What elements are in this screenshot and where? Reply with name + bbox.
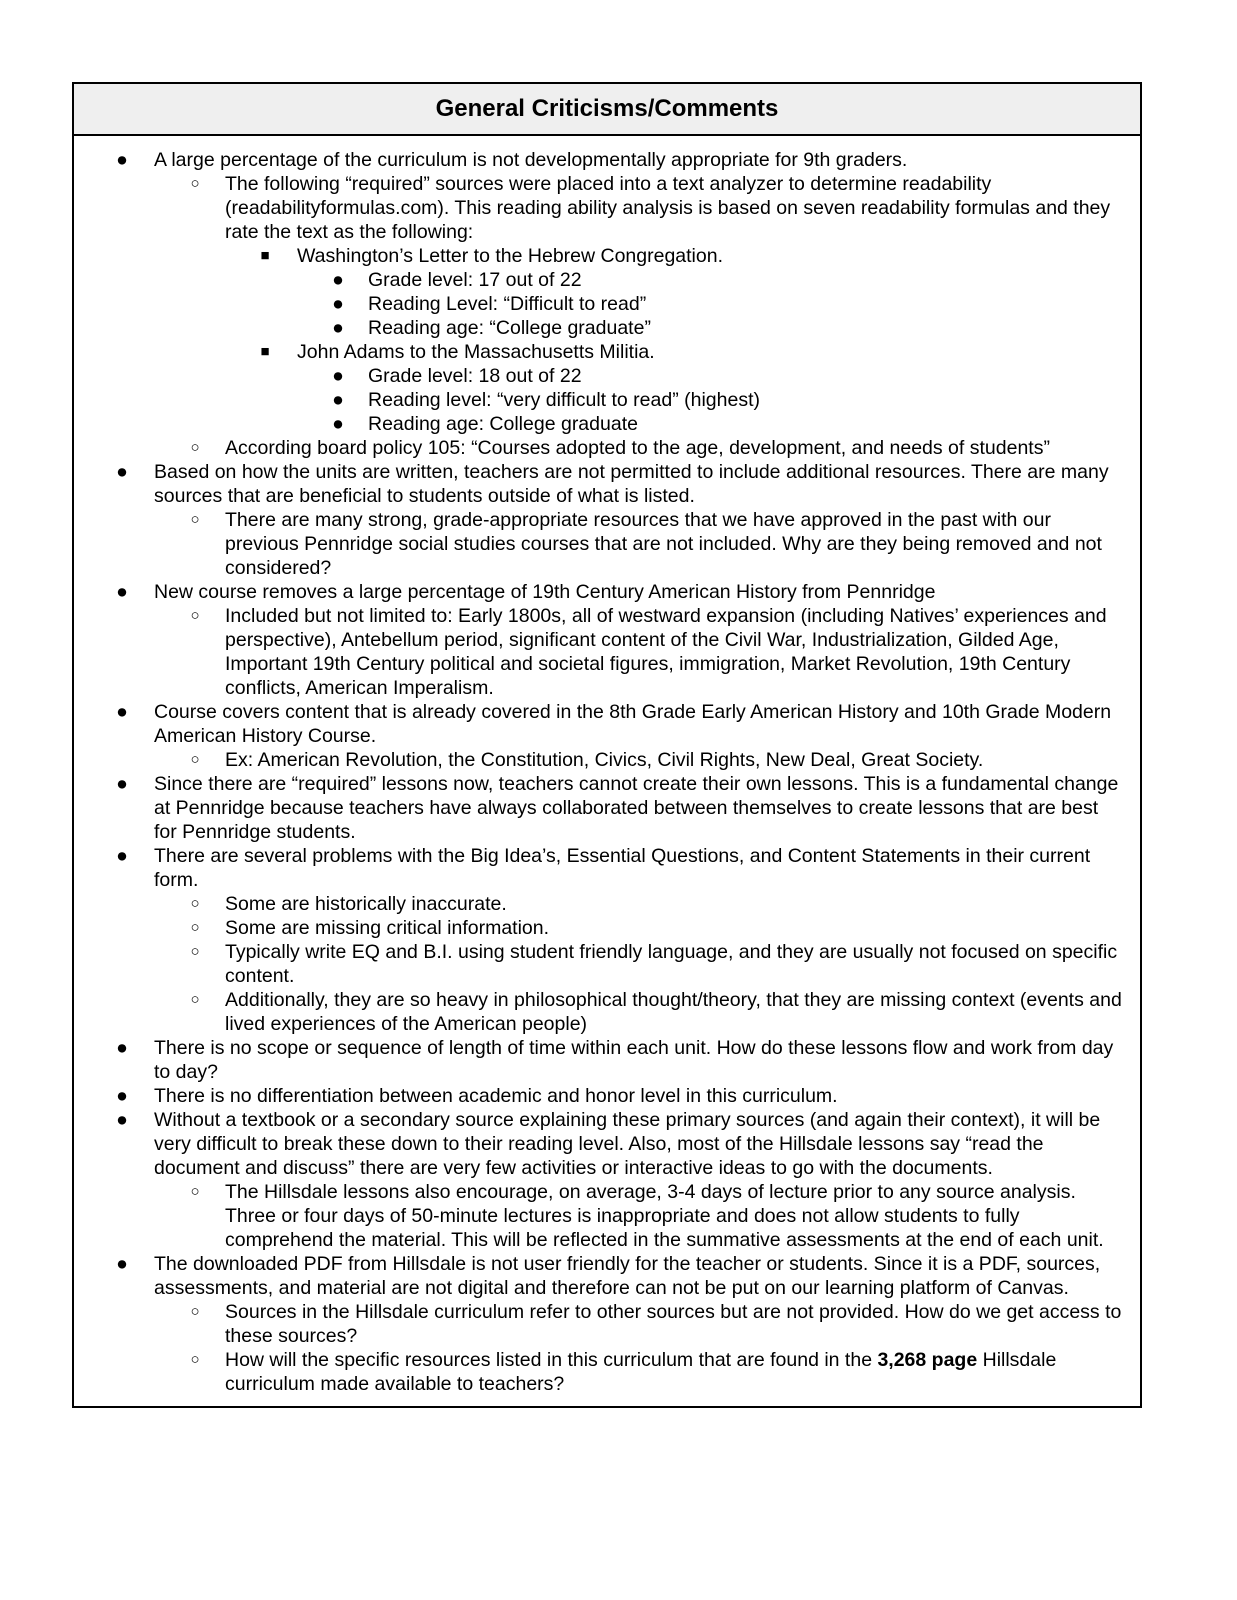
- list-item-text: Washington’s Letter to the Hebrew Congregation.: [297, 245, 724, 267]
- bullet-square-icon: ■: [260, 247, 270, 264]
- list-item-text: There are many strong, grade-appropriate resources that we have approved in the past with our previous Pennridge social studies courses that are not included. Why are they being removed and not considered?: [225, 509, 1102, 579]
- list-item-text: There are several problems with the Big Idea’s, Essential Questions, and Content Statements in their current form.: [154, 845, 1091, 891]
- bullet-circle-icon: ○: [190, 175, 200, 192]
- bullet-disc-icon: ●: [116, 773, 128, 795]
- bullet-circle-icon: ○: [190, 991, 200, 1008]
- list-item-text: Without a textbook or a secondary source explaining these primary sources (and again their context), it will be very difficult to break these down to their reading level. Also, most of the Hillsdale lessons say “read the document and discuss” there are very few activities or interactive ideas to go with the documents.: [154, 1109, 1101, 1179]
- bullet-disc-icon: ●: [116, 1037, 128, 1059]
- list-item-level-1: [74, 1084, 1126, 1108]
- list-item-level-3: [74, 340, 1126, 364]
- list-item-text: Some are historically inaccurate.: [225, 893, 507, 915]
- list-item-level-1: [74, 700, 1126, 748]
- list-item-level-1: [74, 844, 1126, 892]
- bullet-circle-icon: ○: [190, 943, 200, 960]
- list-item-text: Reading age: “College graduate”: [368, 317, 651, 339]
- emphasis-page-count: 3,268 page: [877, 1349, 978, 1371]
- list-item-text: The following “required” sources were placed into a text analyzer to determine readability (readabilityformulas.com). This reading ability analysis is based on seven readability formulas and they rate the text as the following:: [225, 173, 1111, 243]
- list-item-text: Included but not limited to: Early 1800s, all of westward expansion (including Natives’ experiences and perspective), Antebellum period, significant content of the Civil War, Industrialization, Gilded Age, Important 19th Century political and societal figures, immigration, Market Revolution, 19th Century conflicts, American Imperalism.: [225, 605, 1107, 699]
- criticisms-table: [72, 82, 1142, 1408]
- list-item-text: Grade level: 18 out of 22: [368, 365, 582, 387]
- list-item-text: Reading age: College graduate: [368, 413, 638, 435]
- bullet-circle-icon: ○: [190, 1183, 200, 1200]
- bullet-disc-icon: ●: [116, 845, 128, 867]
- list-item-text: Since there are “required” lessons now, teachers cannot create their own lessons. This is a fundamental change at Pennridge because teachers have always collaborated between themselves to create lessons that are best for Pennridge students.: [154, 773, 1119, 843]
- list-item-text: A large percentage of the curriculum is not developmentally appropriate for 9th graders.: [154, 149, 908, 171]
- bullet-circle-icon: ○: [190, 919, 200, 936]
- bullet-disc-icon: ●: [332, 389, 344, 411]
- list-item-text: John Adams to the Massachusetts Militia.: [297, 341, 655, 363]
- list-item-text: Some are missing critical information.: [225, 917, 550, 939]
- table-header: [74, 84, 1140, 136]
- list-item-text: Additionally, they are so heavy in philosophical thought/theory, that they are missing context (events and lived experiences of the American people): [225, 989, 1122, 1035]
- bullet-disc-icon: ●: [116, 461, 128, 483]
- list-item-level-3: [74, 244, 1126, 268]
- list-item-text: New course removes a large percentage of 19th Century American History from Pennridge: [154, 581, 936, 603]
- list-item-text: There is no scope or sequence of length of time within each unit. How do these lessons flow and work from day to day?: [154, 1037, 1114, 1083]
- bullet-circle-icon: ○: [190, 511, 200, 528]
- list-item-level-1: [74, 1252, 1126, 1300]
- bullet-disc-icon: ●: [332, 293, 344, 315]
- list-item-level-1: [74, 580, 1126, 604]
- list-item-level-2: [74, 604, 1126, 700]
- bullet-disc-icon: ●: [332, 365, 344, 387]
- bullet-square-icon: ■: [260, 343, 270, 360]
- list-item-level-1: [74, 1036, 1126, 1084]
- list-item-text: Sources in the Hillsdale curriculum refer to other sources but are not provided. How do we get access to these sources?: [225, 1301, 1122, 1347]
- list-item-level-1: [74, 772, 1126, 844]
- list-item-level-2: [74, 508, 1126, 580]
- bullet-circle-icon: ○: [190, 439, 200, 456]
- list-item-level-4: [74, 388, 1126, 412]
- list-item-text: Course covers content that is already covered in the 8th Grade Early American History and 10th Grade Modern American History Course.: [154, 701, 1112, 747]
- bullet-disc-icon: ●: [116, 1253, 128, 1275]
- list-item-level-4: [74, 268, 1126, 292]
- list-item-level-2: [74, 172, 1126, 244]
- list-item-text: Grade level: 17 out of 22: [368, 269, 582, 291]
- bullet-circle-icon: ○: [190, 607, 200, 624]
- list-item-level-4: [74, 364, 1126, 388]
- bullet-disc-icon: ●: [116, 149, 128, 171]
- list-item-text: Reading Level: “Difficult to read”: [368, 293, 647, 315]
- list-item-level-1: [74, 1108, 1126, 1180]
- list-item-level-2: [74, 748, 1126, 772]
- list-item-level-2: [74, 436, 1126, 460]
- list-item-text: The downloaded PDF from Hillsdale is not user friendly for the teacher or students. Since it is a PDF, sources, assessments, and material are not digital and therefore can not be put on our learning platform of Canvas.: [154, 1253, 1101, 1299]
- bullet-circle-icon: ○: [190, 1351, 200, 1368]
- bullet-disc-icon: ●: [116, 1109, 128, 1131]
- bullet-disc-icon: ●: [116, 581, 128, 603]
- list-item-text: There is no differentiation between academic and honor level in this curriculum.: [154, 1085, 838, 1107]
- list-item-level-1: [74, 460, 1126, 508]
- list-item-level-2: [74, 940, 1126, 988]
- list-item-level-2: [74, 1180, 1126, 1252]
- table-title: General Criticisms/Comments: [435, 95, 779, 122]
- bullet-disc-icon: ●: [332, 269, 344, 291]
- list-item-text: Reading level: “very difficult to read” (highest): [368, 389, 760, 411]
- list-item-text: The Hillsdale lessons also encourage, on average, 3-4 days of lecture prior to any source analysis. Three or four days of 50-minute lectures is inappropriate and does not allow students to fully comprehend the material. This will be reflected in the summative assessments at the end of each unit.: [225, 1181, 1104, 1251]
- bullet-disc-icon: ●: [332, 413, 344, 435]
- comments-list: [74, 136, 1140, 1406]
- bullet-circle-icon: ○: [190, 1303, 200, 1320]
- list-item-level-2: [74, 916, 1126, 940]
- bullet-disc-icon: ●: [116, 1085, 128, 1107]
- list-item-level-2: [74, 1348, 1126, 1396]
- bullet-circle-icon: ○: [190, 751, 200, 768]
- bullet-disc-icon: ●: [332, 317, 344, 339]
- list-item-level-1: [74, 148, 1126, 172]
- list-item-text: Typically write EQ and B.I. using student friendly language, and they are usually not focused on specific content.: [225, 941, 1118, 987]
- list-item-text: According board policy 105: “Courses adopted to the age, development, and needs of students”: [225, 437, 1050, 459]
- list-item-text: Based on how the units are written, teachers are not permitted to include additional resources. There are many sources that are beneficial to students outside of what is listed.: [154, 461, 1109, 507]
- list-item-text: Ex: American Revolution, the Constitution, Civics, Civil Rights, New Deal, Great Society.: [225, 749, 984, 771]
- bullet-disc-icon: ●: [116, 701, 128, 723]
- list-item-level-4: [74, 316, 1126, 340]
- list-item-level-2: [74, 988, 1126, 1036]
- list-item-level-2: [74, 892, 1126, 916]
- list-item-level-2: [74, 1300, 1126, 1348]
- list-item-level-4: [74, 292, 1126, 316]
- list-item-level-4: [74, 412, 1126, 436]
- list-item-text: How will the specific resources listed in this curriculum that are found in the 3,268 page Hillsdale curriculum made available to teachers?: [225, 1349, 1057, 1395]
- bullet-circle-icon: ○: [190, 895, 200, 912]
